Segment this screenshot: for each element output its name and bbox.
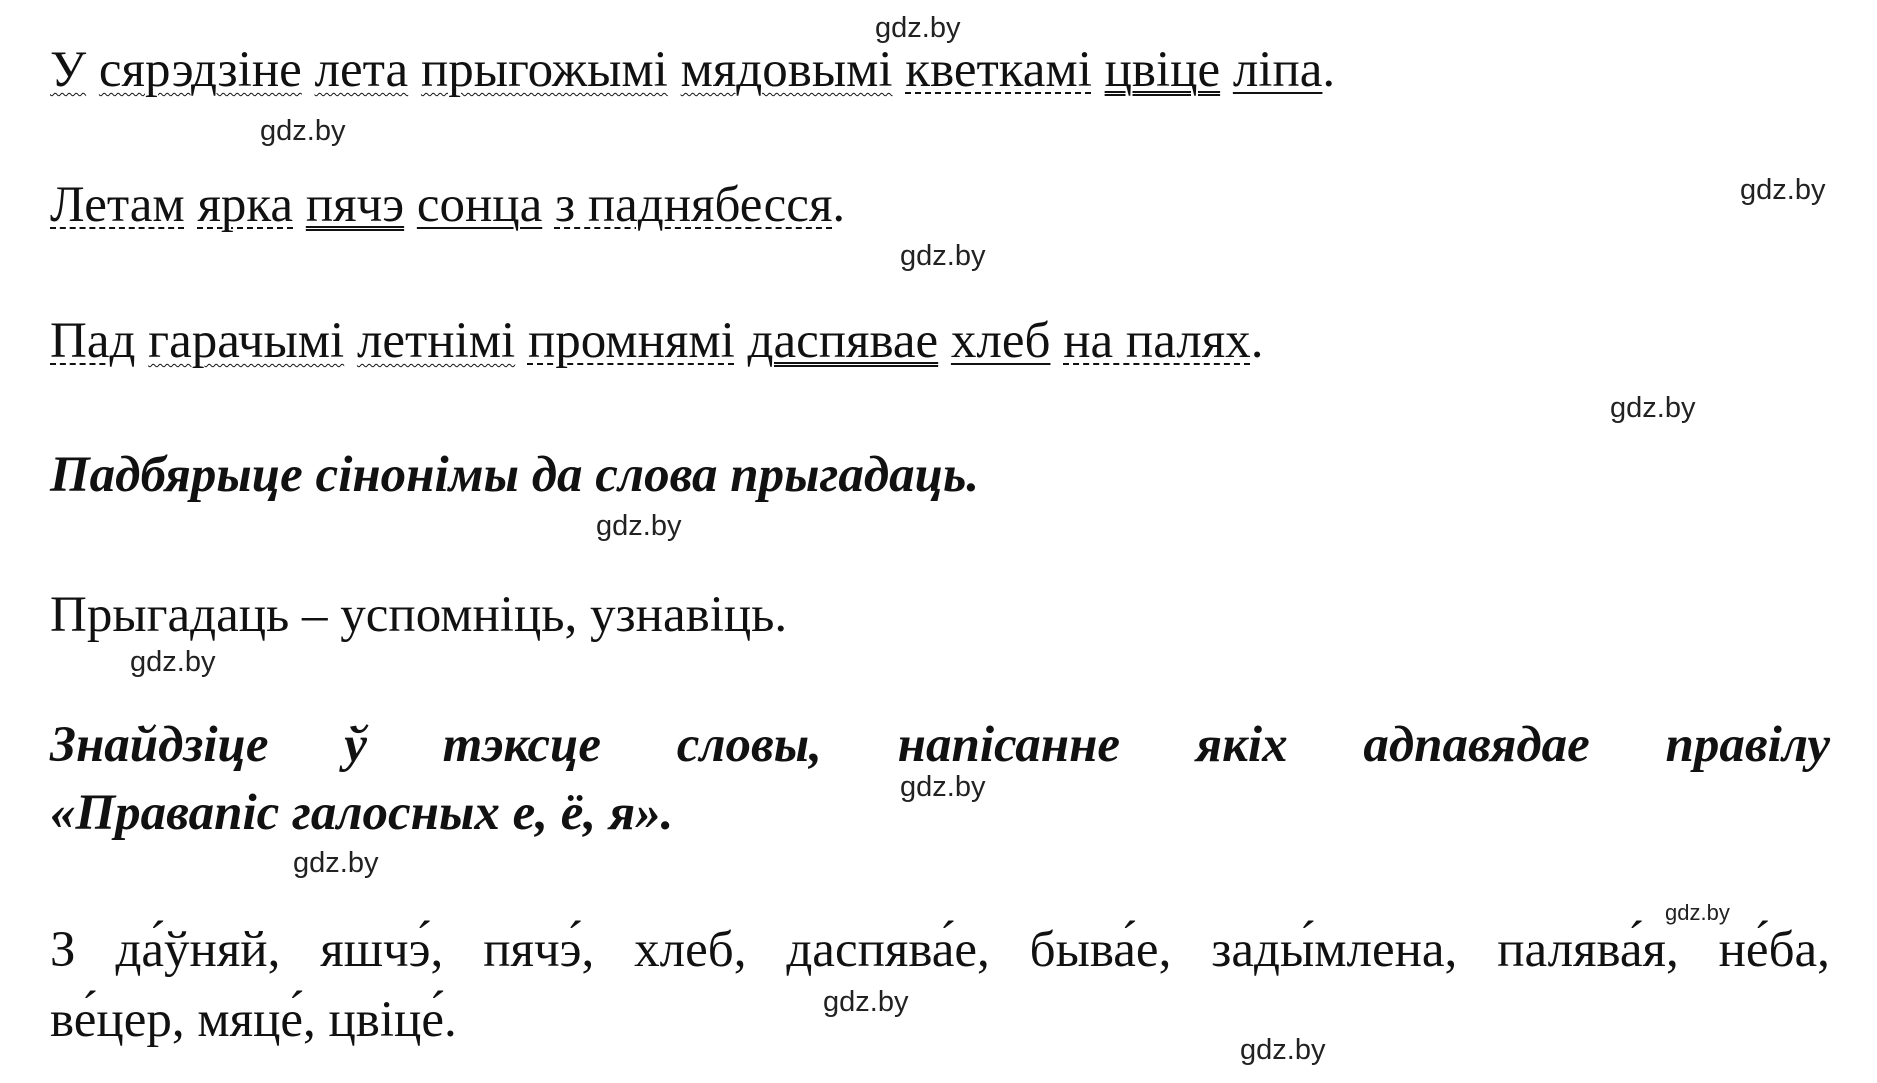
sentence-3 — [50, 313, 1264, 369]
watermark: gdz.by — [260, 115, 346, 147]
sentence-1 — [50, 42, 1336, 98]
watermark: gdz.by — [1665, 900, 1730, 925]
word: пячэ́, — [483, 922, 595, 978]
word: на палях — [1063, 313, 1251, 369]
word: даспявае — [747, 313, 939, 369]
word: з паднябесся — [554, 177, 833, 233]
watermark: gdz.by — [1740, 174, 1826, 206]
word: Знайдзіце — [50, 717, 269, 773]
word: не́ба, — [1718, 922, 1830, 978]
watermark: gdz.by — [596, 510, 682, 542]
word: летнімі — [356, 313, 516, 369]
word: мядовымі — [680, 42, 893, 98]
sentence-end: . — [1250, 313, 1264, 369]
watermark: gdz.by — [1240, 1034, 1326, 1066]
word: Летам — [50, 177, 185, 233]
sentence-2 — [50, 177, 846, 233]
word: сярэдзіне — [98, 42, 302, 98]
watermark: gdz.by — [900, 240, 986, 272]
word: З — [50, 922, 76, 978]
word: напісанне — [897, 717, 1121, 773]
watermark: gdz.by — [875, 12, 961, 44]
word: яшчэ́, — [320, 922, 444, 978]
word: даспява́е, — [786, 922, 990, 978]
word: да́ўняй, — [115, 922, 281, 978]
word: промнямі — [527, 313, 735, 369]
word: зады́млена, — [1211, 922, 1458, 978]
task-synonyms: Падбярыце сінонімы да слова прыгадаць. — [50, 447, 980, 503]
word: якіх — [1195, 717, 1288, 773]
word: У — [50, 42, 87, 98]
watermark: gdz.by — [1610, 392, 1696, 424]
answer-rule-line-2: ве́цер, мяце́, цвіце́. — [50, 992, 457, 1048]
word: Пад — [50, 313, 136, 369]
watermark: gdz.by — [130, 646, 216, 678]
word: сонца — [416, 177, 543, 233]
word: цвіце — [1104, 42, 1221, 98]
word: ліпа — [1232, 42, 1323, 98]
word: хлеб, — [634, 922, 747, 978]
word: тэксце — [442, 717, 601, 773]
answer-synonyms: Прыгадаць – успомніць, узнавіць. — [50, 587, 788, 643]
word: пячэ — [305, 177, 405, 233]
word: кветкамі — [905, 42, 1092, 98]
word: палява́я, — [1497, 922, 1679, 978]
word: адпавядае — [1363, 717, 1590, 773]
word: быва́е, — [1029, 922, 1172, 978]
sentence-end: . — [1322, 42, 1336, 98]
word: словы, — [676, 717, 822, 773]
watermark: gdz.by — [823, 986, 909, 1018]
task-rule-line-1 — [50, 717, 1830, 773]
word: хлеб — [950, 313, 1051, 369]
task-rule-line-2: «Правапіс галосных е, ё, я». — [50, 785, 674, 841]
word: ў — [344, 717, 367, 773]
word: лета — [314, 42, 409, 98]
word: ярка — [197, 177, 294, 233]
word: гарачымі — [148, 313, 345, 369]
word: правілу — [1665, 717, 1830, 773]
word: прыгожымі — [420, 42, 668, 98]
sentence-end: . — [832, 177, 846, 233]
watermark: gdz.by — [293, 847, 379, 879]
answer-rule-line-1 — [50, 922, 1830, 978]
watermark: gdz.by — [900, 771, 986, 803]
